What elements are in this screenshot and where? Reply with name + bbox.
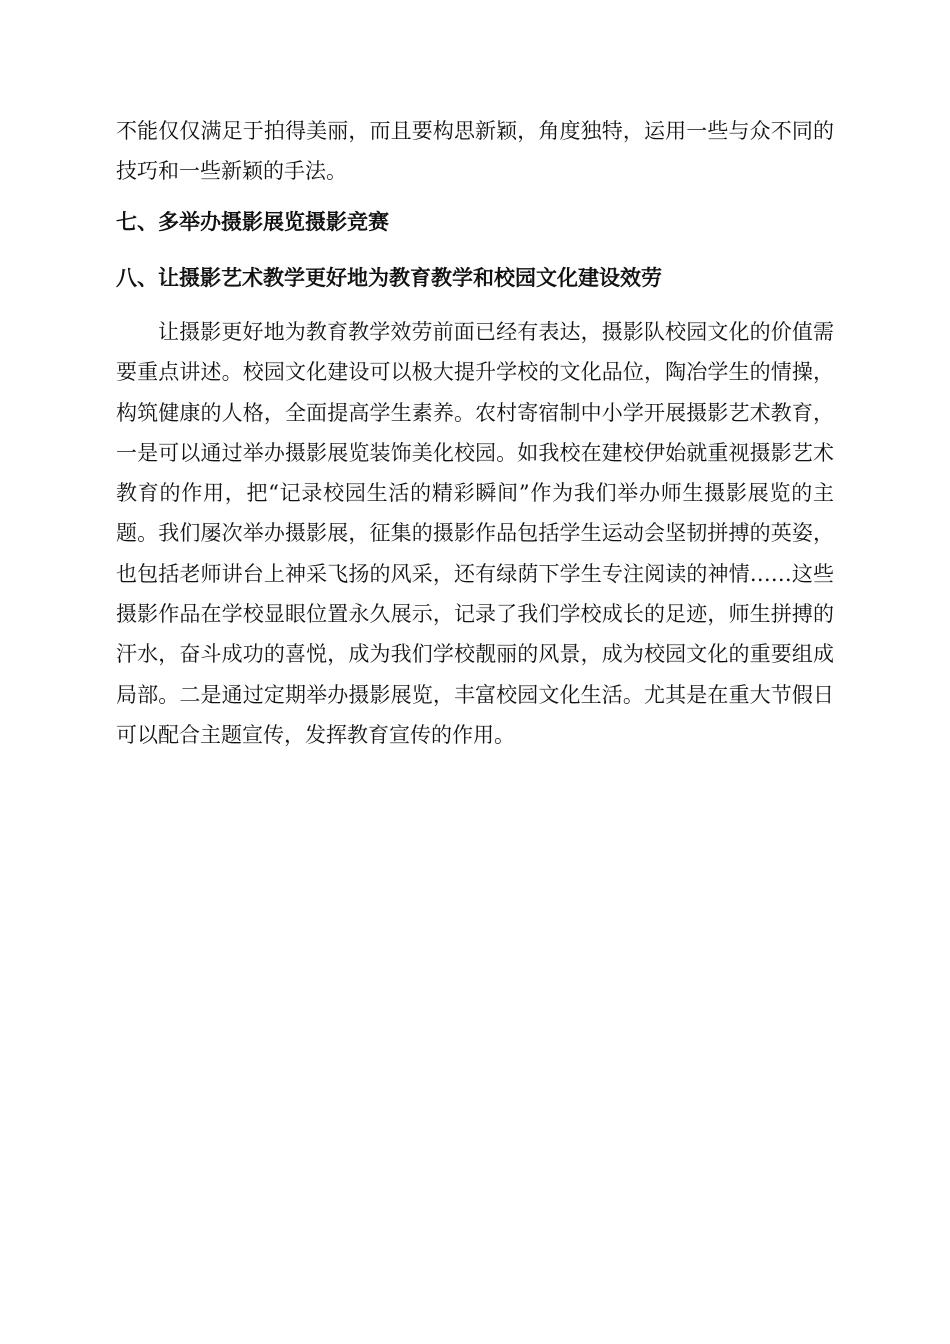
- section-heading-8: 八、让摄影艺术教学更好地为教育教学和校园文化建设效劳: [116, 265, 662, 290]
- body-paragraph: 让摄影更好地为教育教学效劳前面已经有表达，摄影队校园文化的价值需要重点讲述。校园文化建设可以极大提升学校的文化品位，陶冶学生的情操，构筑健康的人格，全面提高学生素养。农村寄宿制中小学开展摄影艺术教育，一是可以通过举办摄影展览装饰美化校园。如我校在建校伊始就重视摄影艺术教育的作用，把“记录校园生活的精彩瞬间”作为我们举办师生摄影展览的主题。我们屡次举办摄影展，征集的摄影作品包括学生运动会坚韧拼搏的英姿，也包括老师讲台上神采飞扬的风采，还有绿荫下学生专注阅读的神情……这些摄影作品在学校显眼位置永久展示，记录了我们学校成长的足迹，师生拼搏的汗水，奋斗成功的喜悦，成为我们学校靓丽的风景，成为校园文化的重要组成局部。二是通过定期举办摄影展览，丰富校园文化生活。尤其是在重大节假日可以配合主题宣传，发挥教育宣传的作用。: [116, 320, 834, 747]
- continuation-paragraph: 不能仅仅满足于拍得美丽，而且要构思新颖，角度独特，运用一些与众不同的技巧和一些新颖的手法。: [116, 119, 834, 183]
- section-heading-7: 七、多举办摄影展览摄影竞赛: [116, 209, 389, 234]
